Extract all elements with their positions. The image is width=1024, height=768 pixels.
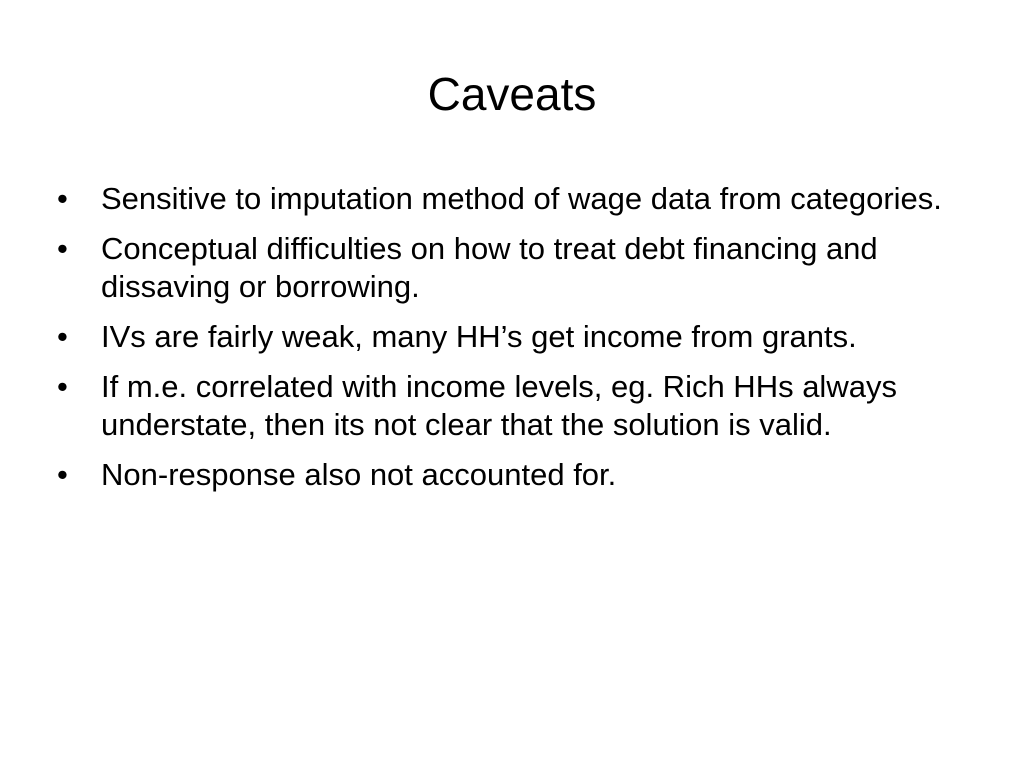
bullet-text: Sensitive to imputation method of wage data from categories. (101, 181, 942, 216)
bullet-text: Non-response also not accounted for. (101, 457, 617, 492)
bullet-icon: • (57, 319, 68, 354)
slide-title: Caveats (427, 68, 597, 120)
bullet-list (57, 180, 969, 506)
bullet-icon: • (57, 369, 68, 404)
bullet-icon: • (57, 457, 68, 492)
bullet-text: IVs are fairly weak, many HH’s get income from grants. (101, 319, 857, 354)
bullet-icon: • (57, 181, 68, 216)
bullet-item (57, 368, 969, 444)
bullet-item (57, 180, 969, 218)
bullet-item (57, 318, 969, 356)
bullet-item (57, 230, 969, 306)
bullet-item (57, 456, 969, 494)
bullet-text: If m.e. correlated with income levels, eg. Rich HHs always understate, then its not clear that the solution is valid. (101, 369, 897, 442)
bullet-text: Conceptual difficulties on how to treat debt financing and dissaving or borrowing. (101, 231, 878, 304)
bullet-icon: • (57, 231, 68, 266)
